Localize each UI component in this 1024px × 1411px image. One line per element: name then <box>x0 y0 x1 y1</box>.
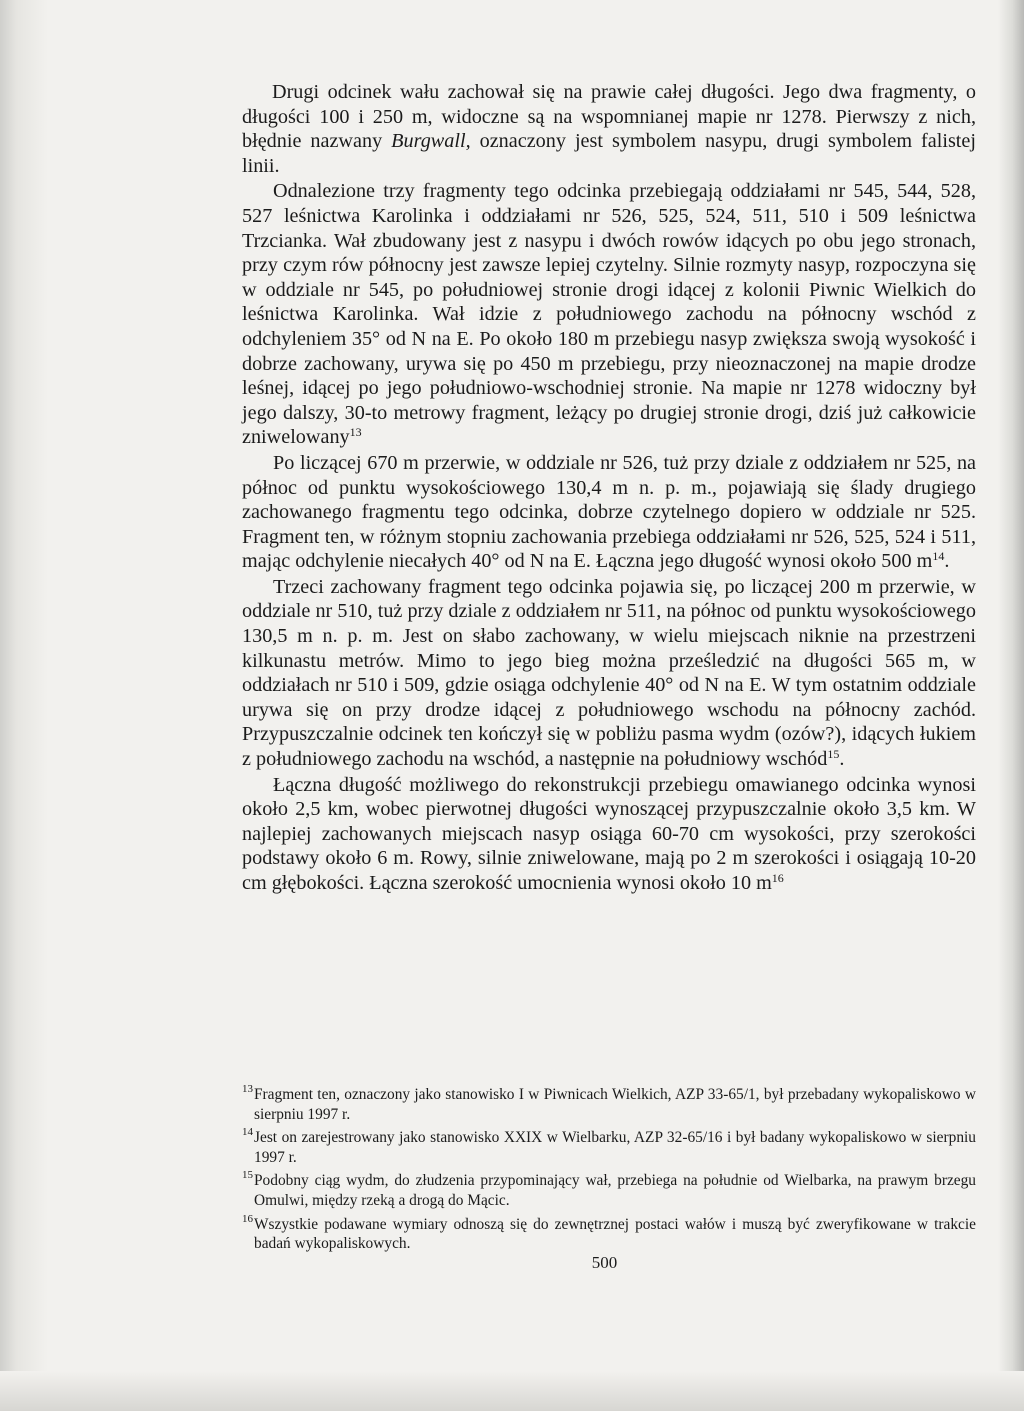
footnote-text: Jest on zarejestrowany jako stanowisko XXIX w Wielbarku, AZP 32-65/16 i był badany wykopaliskowo w sierpniu 1997 r. <box>254 1129 976 1166</box>
paragraph-3-end: . <box>944 550 950 573</box>
paragraph-1-text-a: Drugi odcinek wału zachował się na prawie całej długości. Jego dwa fragmenty, o długości 100 i 250 m, widoczne są na wspomnianej mapie nr 1278. Pierwszy z nich, błędnie nazwany <box>242 81 976 153</box>
footnote-ref-13: 13 <box>349 425 362 440</box>
footnote-number: 13 <box>242 1083 253 1095</box>
page-content <box>242 80 976 896</box>
footnote-15 <box>242 1171 976 1210</box>
paragraph-1-text-b: oznaczony jest symbolem nasypu, drugi symbolem falistej linii. <box>242 130 976 177</box>
footnote-16 <box>242 1212 976 1254</box>
footnote-13 <box>242 1085 976 1124</box>
paragraph-2 <box>242 179 976 450</box>
footnote-ref-16: 16 <box>771 871 784 885</box>
scan-shadow-right <box>998 0 1024 1411</box>
paragraph-4-end: . <box>839 748 845 771</box>
paragraph-5 <box>242 773 976 896</box>
scan-shadow-left <box>0 0 48 1411</box>
footnotes <box>242 1085 976 1258</box>
paragraph-4-text: Trzeci zachowany fragment tego odcinka pojawia się, po liczącej 200 m przerwie, w oddziale nr 510, tuż przy dziale z oddziałem nr 511, na północ od punktu wysokościowego 130,5 m n. p. m. Jest on słabo zachowany, w wielu miejscach niknie na przestrzeni kilkunastu metrów. Mimo to jego bieg można prześledzić na długości 565 m, w oddziałach nr 510 i 509, gdzie osiąga odchylenie 40° od N na E. W tym ostatnim oddziale urywa się on przy drodze idącej z południowego wschodu na północny zachód. Przypuszczalnie odcinek ten kończył się w pobliżu pasma wydm (ozów?), idących łukiem z południowego zachodu na wschód, a następnie na południowy wschód <box>242 575 976 771</box>
footnote-text: Wszystkie podawane wymiary odnoszą się do zewnętrznej postaci wałów i muszą być zweryfikowane w trakcie badań wykopaliskowych. <box>254 1215 976 1253</box>
paragraph-3-text: Po liczącej 670 m przerwie, w oddziale nr 526, tuż przy dziale z oddziałem nr 525, na północ od punktu wysokościowego 130,4 m n. p. m., pojawiają się ślady drugiego zachowanego fragmentu tego odcinka, dobrze czytelnego dopiero w oddziale nr 525. Fragment ten, w różnym stopniu zachowania przebiega oddziałami nr 526, 525, 524 i 511, mając odchylenie niecałych 40° od N na E. Łączna jego długość wynosi około 500 m <box>242 451 976 573</box>
footnote-ref-14: 14 <box>932 549 945 564</box>
footnote-number: 16 <box>242 1212 253 1225</box>
footnote-text: Fragment ten, oznaczony jako stanowisko I w Piwnicach Wielkich, AZP 33-65/1, był przebadany wykopaliskowo w sierpniu 1997 r. <box>254 1086 976 1123</box>
footnote-number: 14 <box>242 1126 253 1139</box>
footnote-number: 15 <box>242 1169 253 1182</box>
footnote-text: Podobny ciąg wydm, do złudzenia przypominający wał, przebiega na południe od Wielbarka, na prawym brzegu Omulwi, między rzeką a drogą do Mącic. <box>254 1172 976 1209</box>
scan-shadow-bottom <box>0 1371 1024 1411</box>
paragraph-5-text: Łączna długość możliwego do rekonstrukcji przebiegu omawianego odcinka wynosi około 2,5 km, wobec pierwotnej długości wynoszącej przypuszczalnie około 3,5 km. W najlepiej zachowanych miejscach nasyp osiąga 60-70 cm wysokości, przy szerokości podstawy około 6 m. Rowy, silnie zniwelowane, mają po 2 m szerokości i osiągają 10-20 cm głębokości. Łączna szerokość umocnienia wynosi około 10 m <box>242 773 976 894</box>
paragraph-1-italic: Burgwall, <box>391 130 471 153</box>
footnote-14 <box>242 1128 976 1167</box>
paragraph-4 <box>242 575 976 772</box>
paragraph-2-text: Odnalezione trzy fragmenty tego odcinka przebiegają oddziałami nr 545, 544, 528, 527 leśnictwa Karolinka i oddziałami nr 526, 525, 524, 511, 510 i 509 leśnictwa Trzcianka. Wał zbudowany jest z nasypu i dwóch rowów idących po obu jego stronach, przy czym rów północny jest zawsze lepiej czytelny. Silnie rozmyty nasyp, rozpoczyna się w oddziale nr 545, po południowej stronie drogi idącej z kolonii Piwnic Wielkich do leśnictwa Karolinka. Wał idzie z południowego zachodu na północny wschód z odchyleniem 35° od N na E. Po około 180 m przebiegu nasyp zwiększa swoją wysokość i dobrze zachowany, urywa się po 450 m przebiegu, przy nieoznaczonej na mapie drodze leśnej, idącej po jego południowo-wschodniej stronie. Na mapie nr 1278 widoczny był jego dalszy, 30-to metrowy fragment, leżący po drugiej stronie drogi, dziś już całkowicie zniwelowany <box>242 180 976 449</box>
paragraph-1 <box>242 80 976 178</box>
footnote-ref-15: 15 <box>827 747 840 762</box>
body-text <box>242 80 976 896</box>
page-number: 500 <box>591 1253 618 1272</box>
paragraph-3 <box>242 451 976 574</box>
